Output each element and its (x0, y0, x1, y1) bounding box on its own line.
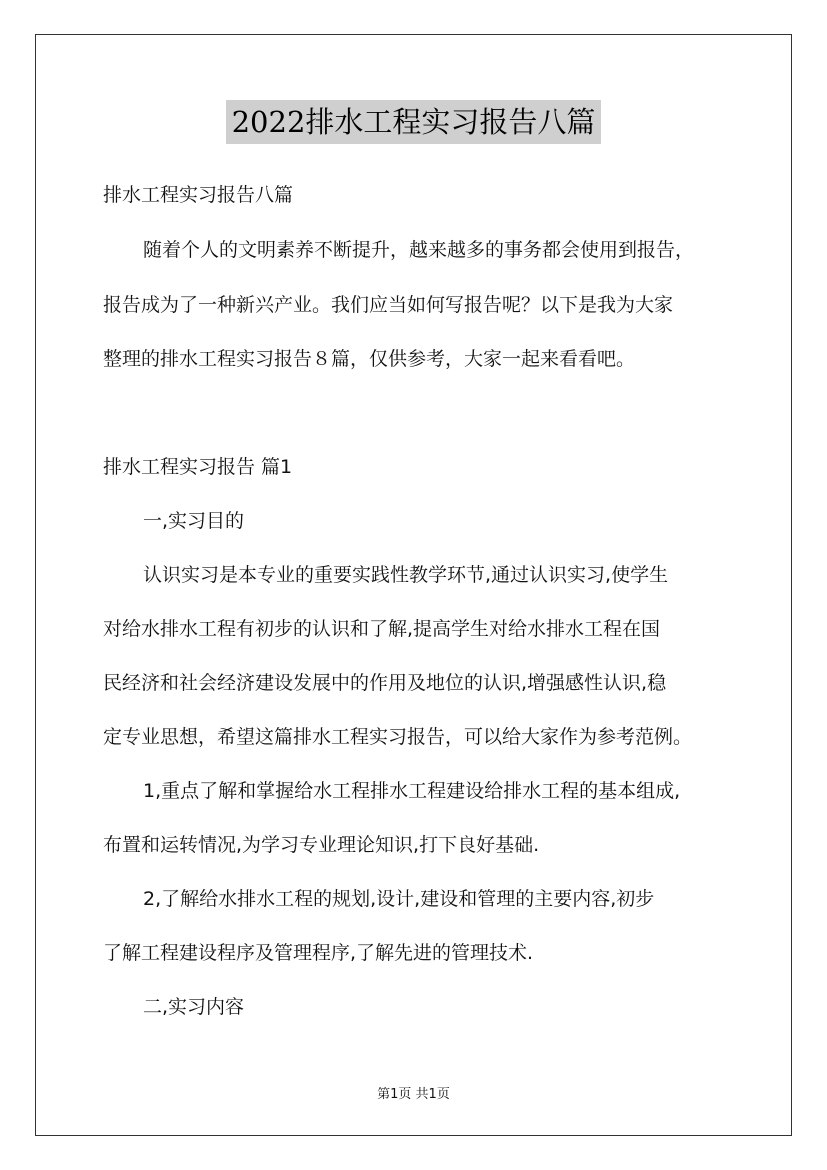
document-subtitle: 排水工程实习报告八篇 (103, 184, 294, 206)
point-one-line-1: 1,重点了解和掌握给水工程排水工程建设给排水工程的基本组成, (143, 780, 681, 802)
purpose-line-3: 民经济和社会经济建设发展中的作用及地位的认识,增强感性认识,稳 (103, 672, 667, 694)
part-two-heading: 二,实习内容 (143, 996, 245, 1018)
page-footer: 第1页 共1页 (377, 1087, 450, 1102)
part-one-heading: 一,实习目的 (143, 510, 245, 532)
purpose-line-4: 定专业思想，希望这篇排水工程实习报告，可以给大家作为参考范例。 (103, 726, 693, 748)
section-heading: 排水工程实习报告 篇1 (103, 456, 293, 478)
document-title: 2022排水工程实习报告八篇 (226, 100, 602, 144)
point-two-line-2: 了解工程建设程序及管理程序,了解先进的管理技术. (103, 942, 534, 964)
intro-line-1: 随着个人的文明素养不断提升，越来越多的事务都会使用到报告， (143, 239, 695, 261)
intro-line-2: 报告成为了一种新兴产业。我们应当如何写报告呢？以下是我为大家 (103, 294, 674, 316)
point-two-line-1: 2,了解给水排水工程的规划,设计,建设和管理的主要内容,初步 (143, 888, 655, 910)
purpose-line-1: 认识实习是本专业的重要实践性教学环节,通过认识实习,使学生 (143, 564, 669, 586)
point-one-line-2: 布置和运转情况,为学习专业理论知识,打下良好基础. (103, 834, 540, 856)
intro-line-3: 整理的排水工程实习报告８篇，仅供参考，大家一起来看看吧。 (103, 348, 636, 370)
title-block (0, 100, 827, 144)
purpose-line-2: 对给水排水工程有初步的认识和了解,提高学生对给水排水工程在国 (103, 618, 661, 640)
